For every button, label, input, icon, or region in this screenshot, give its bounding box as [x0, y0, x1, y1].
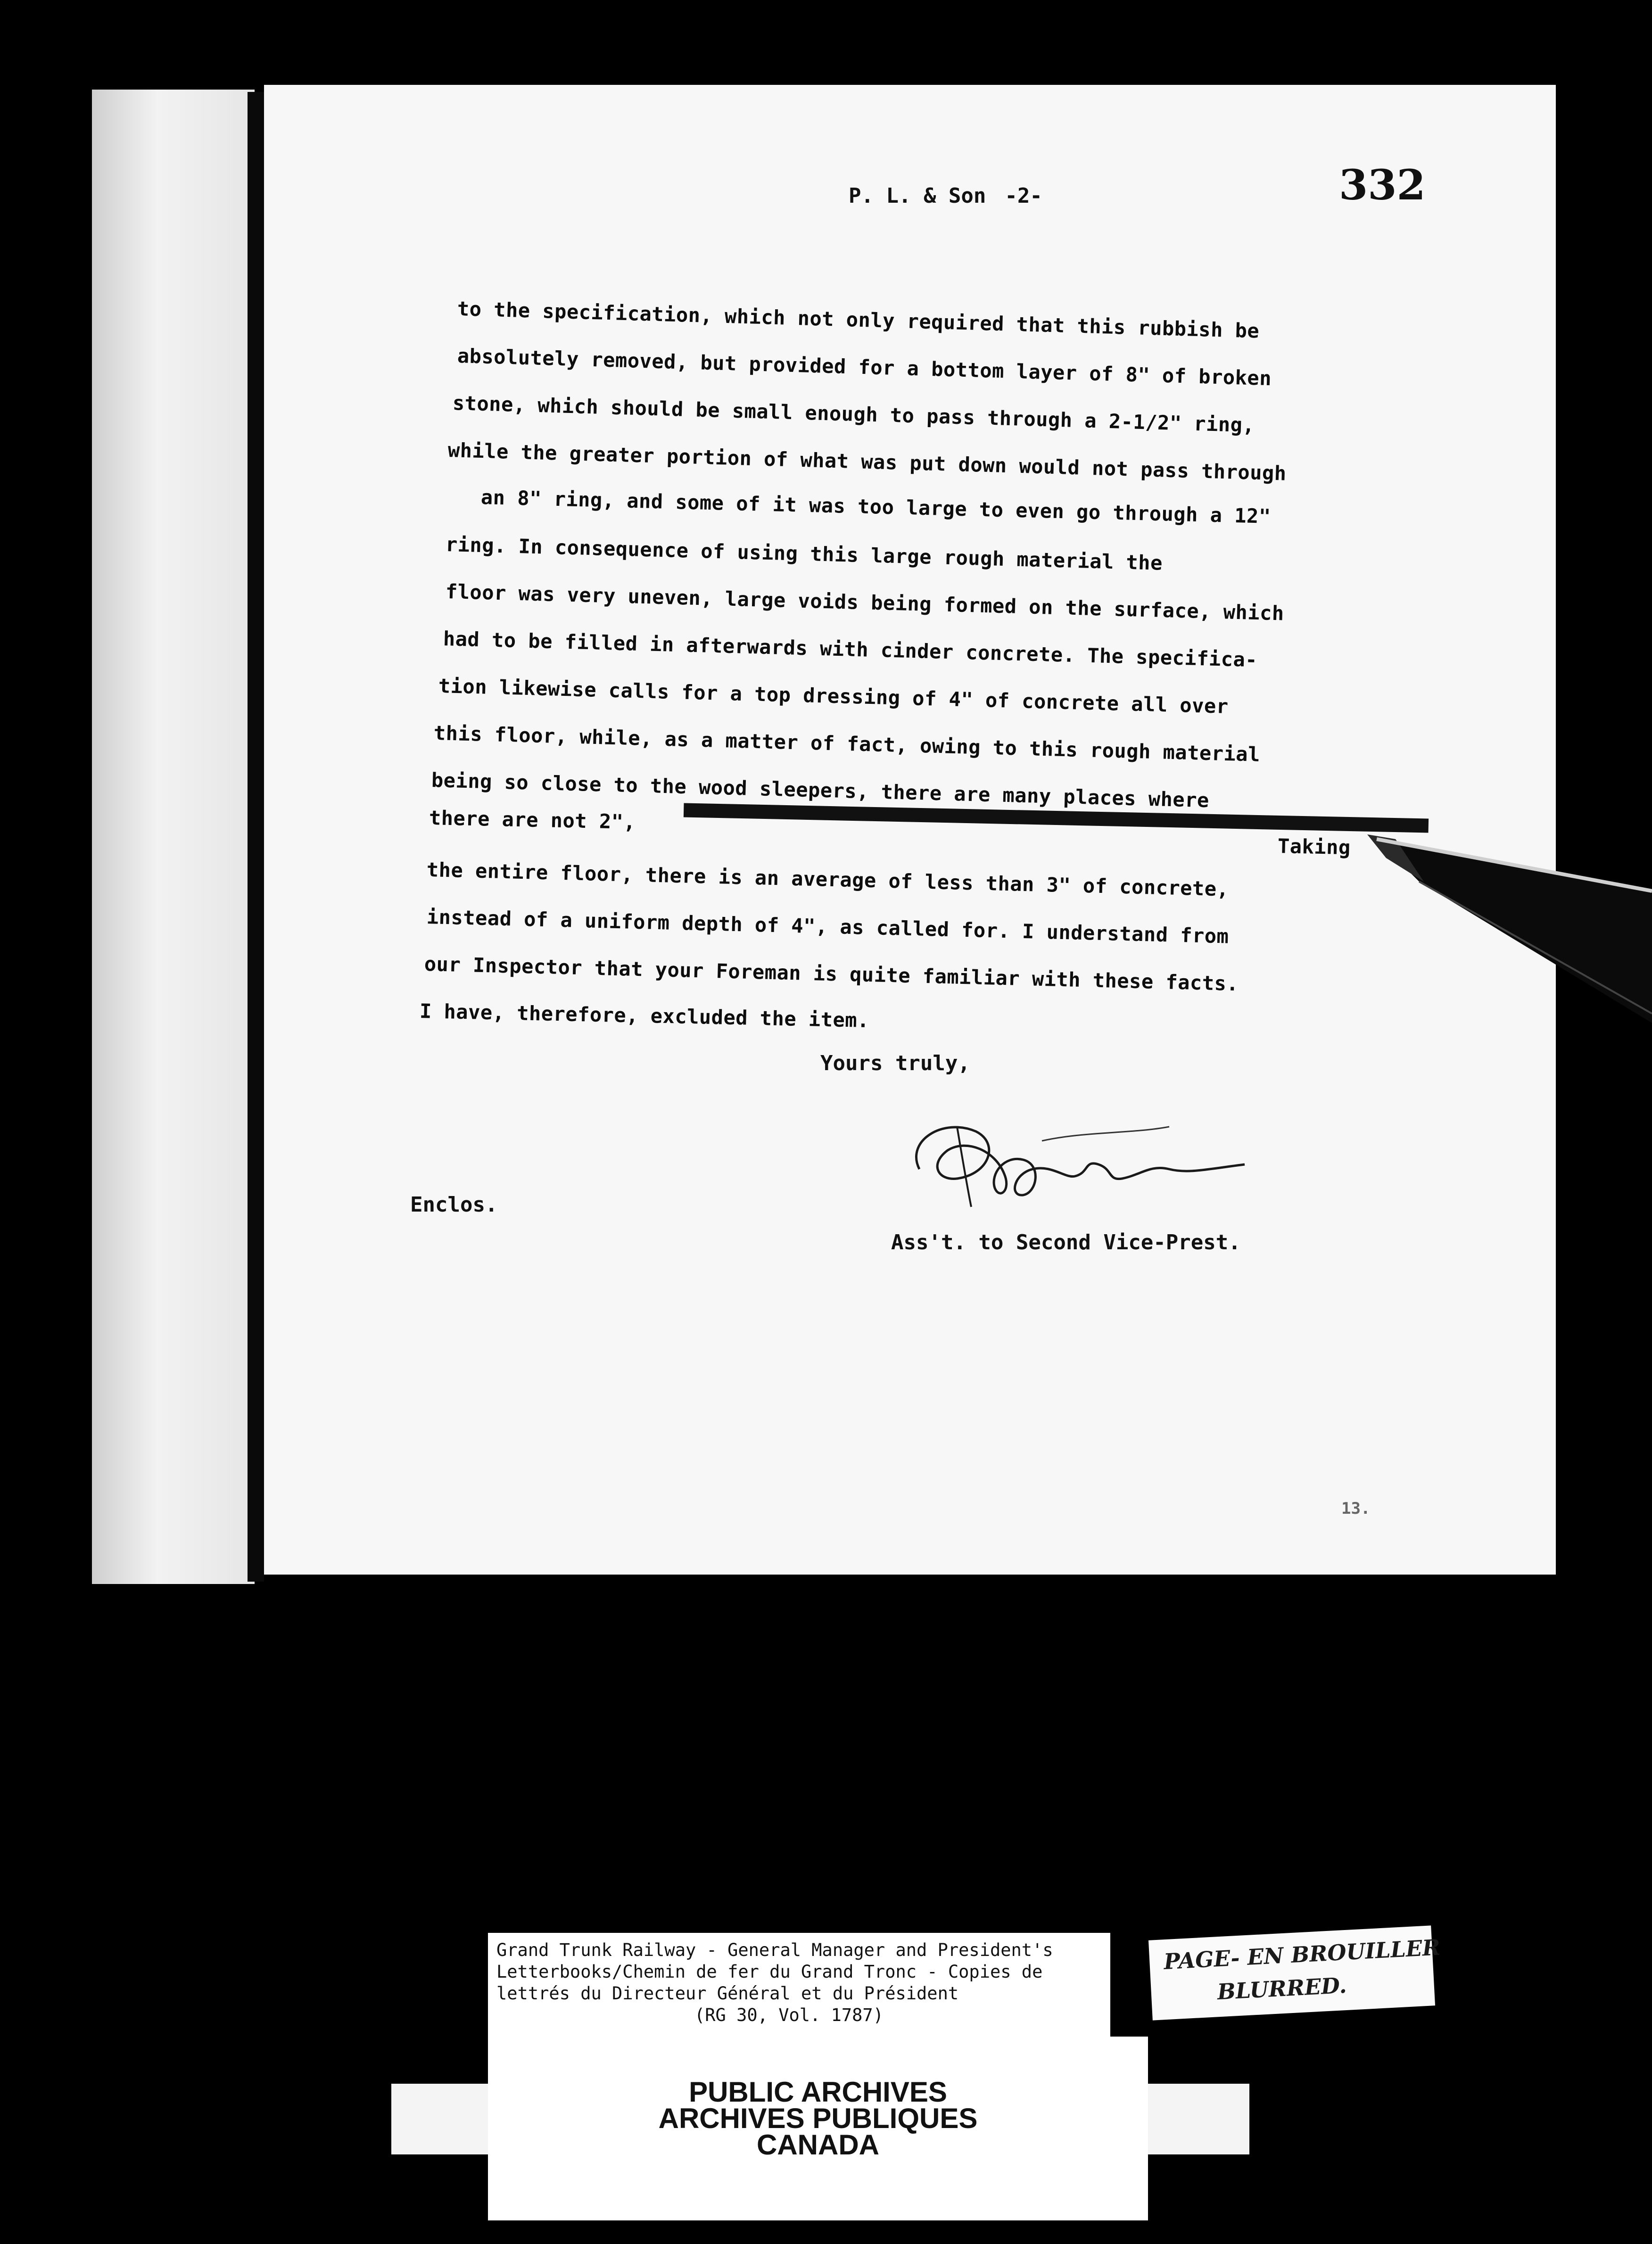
- margin-mark: 13.: [1341, 1499, 1371, 1518]
- body-line: while the greater portion of what was put down would not pass through: [447, 438, 1287, 485]
- enclosure-note: Enclos.: [410, 1193, 498, 1217]
- body-line: instead of a uniform depth of 4", as called for. I understand from: [426, 905, 1229, 948]
- closing-salutation: Yours truly,: [820, 1051, 970, 1075]
- archive-caption: [488, 1933, 1110, 2037]
- handwritten-note-tag: [1148, 1925, 1441, 2020]
- body-line: our Inspector that your Foreman is quite familiar with these facts.: [424, 952, 1239, 996]
- body-line: to the specification, which not only required that this rubbish be: [457, 297, 1260, 343]
- body-line: ring. In consequence of using this large rough material the: [445, 533, 1163, 575]
- body-line: Taking: [1277, 834, 1351, 859]
- page-number: 332: [1339, 160, 1426, 209]
- note-line: BLURRED.: [1216, 1972, 1347, 2005]
- body-line: this floor, while, as a matter of fact, owing to this rough material: [433, 721, 1261, 766]
- body-line: absolutely removed, but provided for a bottom layer of 8" of broken: [457, 344, 1272, 390]
- handwritten-signature: [886, 1098, 1254, 1221]
- body-line: I have, therefore, excluded the item.: [419, 999, 870, 1032]
- body-line: tion likewise calls for a top dressing of 4" of concrete all over: [438, 674, 1229, 718]
- archive-label-line: CANADA: [757, 2129, 879, 2161]
- body-line: being so close to the wood sleepers, there are many places where: [431, 768, 1210, 812]
- body-line: stone, which should be small enough to pass through a 2-1/2" ring,: [452, 391, 1255, 437]
- archive-label: [488, 2037, 1148, 2220]
- header-page-marker: -2-: [1005, 184, 1042, 208]
- header-recipient-ref: P. L. & Son: [849, 184, 986, 208]
- pointer-pen-icon: [1367, 825, 1652, 1023]
- letter-body: [264, 85, 1556, 1575]
- book-spine-shadow: [248, 92, 264, 1582]
- caption-line: lettrés du Directeur Général et du Président: [496, 1983, 959, 2004]
- caption-line: Grand Trunk Railway - General Manager and President's: [496, 1940, 1053, 1960]
- back-page-edge: [92, 90, 255, 1584]
- archive-label-line: PUBLIC ARCHIVES: [689, 2076, 947, 2108]
- caption-line: (RG 30, Vol. 1787): [694, 2005, 884, 2025]
- note-line: PAGE- EN BROUILLER: [1163, 1934, 1441, 1975]
- body-line: the entire floor, there is an average of less than 3" of concrete,: [426, 858, 1229, 901]
- body-line: had to be filled in afterwards with cinder concrete. The specifica-: [443, 627, 1258, 672]
- archive-label-line: ARCHIVES PUBLIQUES: [658, 2103, 978, 2134]
- signatory-title: Ass't. to Second Vice-Prest.: [891, 1230, 1241, 1254]
- caption-line: Letterbooks/Chemin de fer du Grand Tronc - Copies de: [496, 1962, 1043, 1982]
- body-line: there are not 2",: [429, 806, 636, 834]
- body-line: an 8" ring, and some of it was too large to even go through a 12": [480, 486, 1272, 528]
- body-line: floor was very uneven, large voids being formed on the surface, which: [445, 580, 1285, 625]
- letter-page: [264, 85, 1556, 1575]
